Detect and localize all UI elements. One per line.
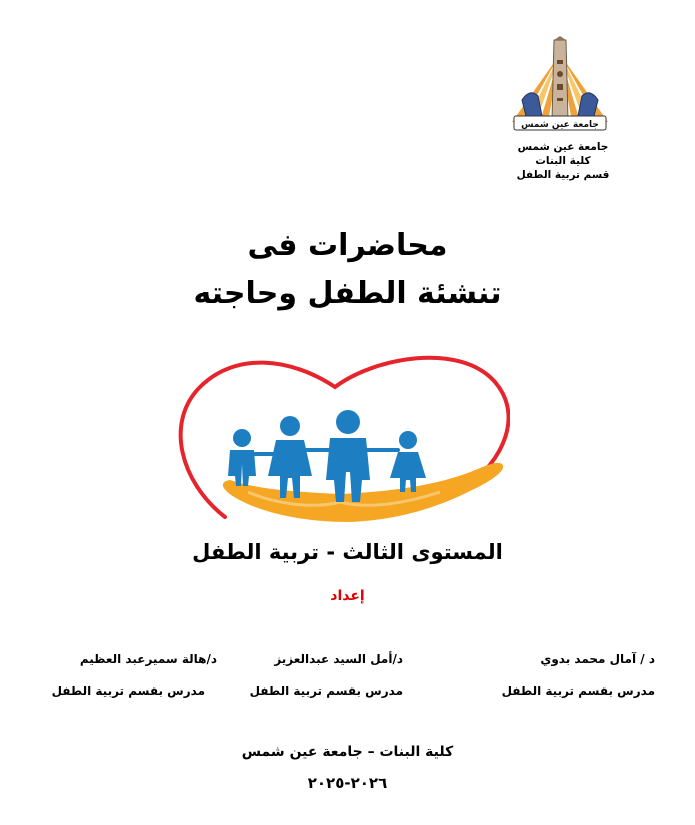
course-level: المستوى الثالث - تربية الطفل — [192, 540, 503, 564]
author-name-2: د/أمل السيد عبدالعزيز — [274, 652, 403, 666]
author-name-1: د / آمال محمد بدوي — [540, 652, 655, 666]
author-role-2: مدرس بقسم تربية الطفل — [249, 684, 403, 698]
faculty-name: كلية البنات — [535, 155, 591, 167]
prepared-by-label: إعداد — [330, 588, 365, 604]
logo-text: جامعة عين شمس — [521, 120, 599, 130]
title-line-1: محاضرات فى — [247, 228, 448, 263]
university-name: جامعة عين شمس — [517, 141, 609, 153]
footer-institution: كلية البنات – جامعة عين شمس — [241, 744, 454, 760]
obelisk-shape — [552, 40, 568, 120]
title-line-2: تنشئة الطفل وحاجته — [193, 276, 502, 311]
department-name: قسم تربية الطفل — [516, 169, 610, 181]
author-role-3: مدرس بقسم تربية الطفل — [51, 684, 205, 698]
academic-year: ٢٠٢٦-٢٠٢٥ — [307, 774, 388, 792]
university-logo — [508, 36, 612, 132]
author-role-1: مدرس بقسم تربية الطفل — [501, 684, 655, 698]
author-name-3: د/هالة سميرعبد العظيم — [79, 652, 217, 666]
family-heart-illustration — [170, 352, 510, 528]
